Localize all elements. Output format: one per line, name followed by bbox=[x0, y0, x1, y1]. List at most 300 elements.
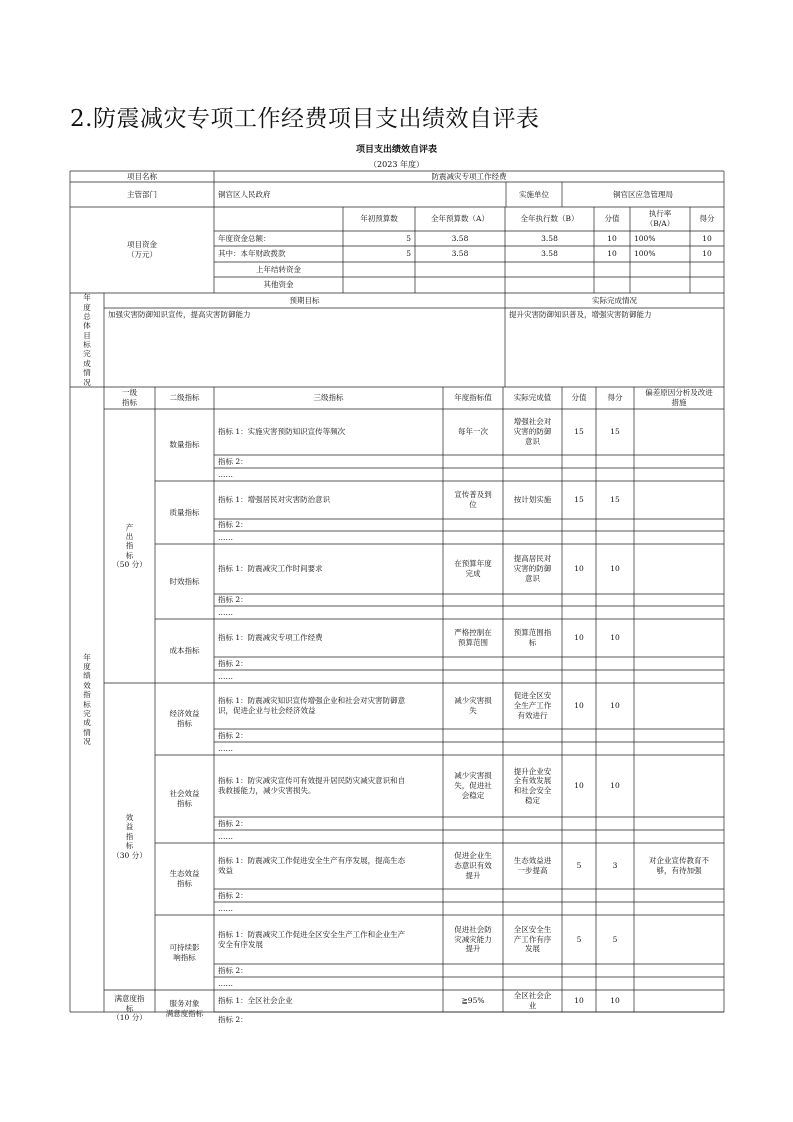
indicator-more-text: …… bbox=[218, 903, 233, 913]
indicator-main-text: 指标 1：防震减灾工作促进安全生产有序发展，提高生态 效益 bbox=[218, 856, 406, 875]
indicators-header-2-text: 三级指标 bbox=[313, 393, 344, 403]
indicator-score bbox=[596, 1012, 634, 1027]
indicator-main-text: 指标 1：防震减灾工作促进全区安全生产工作和企业生产 安全有序发展 bbox=[218, 929, 406, 949]
page-heading: 2.防震减灾专项工作经费项目支出绩效自评表 bbox=[70, 106, 540, 132]
indicator-score-value bbox=[562, 481, 596, 519]
indicator-2 bbox=[214, 889, 443, 902]
indicator-target-text: 每年一次 bbox=[458, 427, 488, 437]
funds-row-label bbox=[214, 262, 343, 277]
funds-score-value bbox=[594, 262, 630, 277]
indicator-2-text: 指标 2： bbox=[218, 890, 248, 900]
level1-indicator bbox=[104, 990, 155, 1027]
indicator-score-value bbox=[562, 531, 596, 544]
dept-value bbox=[214, 182, 506, 207]
indicator-actual bbox=[503, 977, 562, 990]
funds-row-label-text: 上年结转资金 bbox=[256, 264, 301, 274]
indicator-actual-text: 生态效益进 一步提高 bbox=[513, 856, 552, 875]
indicator-reason-text: 对企业宣传教育不 够，有待加强 bbox=[649, 856, 709, 875]
funds-rate-text: 100% bbox=[634, 233, 656, 243]
indicator-more-text: …… bbox=[218, 469, 233, 479]
funds-initial-text: 5 bbox=[406, 233, 411, 243]
indicator-target bbox=[443, 531, 503, 544]
indicator-main-text: 指标 1：全区社会企业 bbox=[218, 996, 293, 1006]
level1-indicator bbox=[104, 409, 155, 683]
indicator-score bbox=[596, 519, 634, 531]
indicator-target bbox=[443, 729, 503, 742]
indicator-score bbox=[596, 544, 634, 594]
funds-exec bbox=[505, 262, 594, 277]
indicator-main bbox=[214, 481, 443, 519]
indicator-actual bbox=[503, 902, 562, 915]
indicator-actual bbox=[503, 409, 562, 455]
indicator-actual-text: 预算范围指 标 bbox=[513, 628, 552, 647]
funds-score bbox=[690, 277, 724, 293]
indicator-score bbox=[596, 964, 634, 977]
indicator-actual bbox=[503, 657, 562, 670]
indicator-actual-text: 提高居民对 灾害的防御 意识 bbox=[513, 554, 552, 583]
indicator-score-value bbox=[562, 683, 596, 729]
funds-score bbox=[690, 231, 724, 246]
funds-label bbox=[70, 207, 214, 293]
indicator-score bbox=[596, 670, 634, 683]
indicators-side-label-text: 年 度 绩 效 指 标 完 成 情 况 bbox=[83, 652, 91, 746]
indicator-score-value bbox=[562, 619, 596, 657]
indicator-more bbox=[214, 742, 443, 755]
indicator-group-name bbox=[155, 544, 214, 619]
funds-header-5-text: 得分 bbox=[699, 214, 715, 224]
indicator-score bbox=[596, 977, 634, 990]
goals-actual-header-text: 实际完成情况 bbox=[592, 295, 637, 305]
indicators-header-7-text: 偏差原因分析及改进 措施 bbox=[645, 388, 713, 407]
indicator-2-text: 指标 2： bbox=[218, 595, 248, 605]
indicator-group-name bbox=[155, 409, 214, 481]
indicator-reason bbox=[634, 843, 724, 889]
indicator-reason bbox=[634, 915, 724, 964]
indicator-more-text: …… bbox=[218, 671, 233, 681]
funds-header-4 bbox=[630, 207, 690, 231]
indicator-target bbox=[443, 977, 503, 990]
indicators-header-3 bbox=[443, 387, 503, 409]
funds-annual bbox=[415, 246, 505, 262]
funds-row-label bbox=[214, 231, 343, 246]
indicator-score bbox=[596, 915, 634, 964]
indicator-more-text: …… bbox=[218, 978, 233, 988]
impl-value bbox=[562, 182, 724, 207]
indicator-target-text: 减少灾害损 失 bbox=[454, 696, 492, 715]
funds-row-label bbox=[214, 277, 343, 293]
level1-indicator-text: 效 益 指 标 （30 分） bbox=[112, 813, 147, 860]
funds-annual bbox=[415, 231, 505, 246]
goals-actual-text: 提升灾害防御知识普及，增强灾害防御能力 bbox=[509, 310, 652, 319]
indicator-actual-text: 提升企业安 全有效发展 和社会安全 稳定 bbox=[513, 766, 552, 805]
funds-exec bbox=[505, 277, 594, 293]
indicator-score bbox=[596, 619, 634, 657]
indicator-target bbox=[443, 964, 503, 977]
indicator-score bbox=[596, 683, 634, 729]
indicator-target bbox=[443, 594, 503, 606]
indicator-2 bbox=[214, 657, 443, 670]
funds-exec bbox=[505, 246, 594, 262]
indicator-actual bbox=[503, 683, 562, 729]
indicator-main-text: 指标 1：防灾减灾宣传可有效提升居民防灾减灾意识和自 我救援能力，减少灾害损失。 bbox=[218, 776, 406, 795]
dept-label-text: 主管部门 bbox=[127, 189, 157, 199]
indicator-actual bbox=[503, 455, 562, 468]
indicator-main bbox=[214, 915, 443, 964]
indicator-actual bbox=[503, 830, 562, 843]
project-name-label bbox=[70, 171, 214, 182]
indicators-header-0-text: 一级 指标 bbox=[122, 388, 137, 407]
funds-header-2-text: 全年执行数（B） bbox=[520, 214, 579, 224]
indicator-actual bbox=[503, 468, 562, 481]
funds-row-label bbox=[214, 246, 343, 262]
indicator-more bbox=[214, 830, 443, 843]
table-year: （2023 年度） bbox=[369, 160, 424, 169]
indicator-more bbox=[214, 468, 443, 481]
funds-score-value bbox=[594, 277, 630, 293]
funds-score bbox=[690, 262, 724, 277]
indicator-reason bbox=[634, 657, 724, 670]
indicator-score-value-text: 10 bbox=[574, 781, 584, 791]
goals-actual-header bbox=[505, 293, 724, 308]
indicator-group-name bbox=[155, 481, 214, 544]
indicators-header-3-text: 年度指标值 bbox=[454, 393, 492, 403]
indicator-score bbox=[596, 843, 634, 889]
indicator-reason bbox=[634, 755, 724, 817]
indicator-score-value-text: 10 bbox=[574, 564, 584, 574]
indicator-score-value bbox=[562, 830, 596, 843]
indicator-actual bbox=[503, 742, 562, 755]
indicator-score-value bbox=[562, 755, 596, 817]
indicator-score bbox=[596, 606, 634, 619]
indicator-target bbox=[443, 519, 503, 531]
indicator-main-text: 指标 1：增强居民对灾害防治意识 bbox=[218, 495, 331, 505]
indicator-main bbox=[214, 683, 443, 729]
funds-initial-text: 5 bbox=[406, 249, 411, 259]
funds-header-3-text: 分值 bbox=[604, 214, 620, 224]
indicators-header-5-text: 分值 bbox=[571, 393, 587, 403]
indicator-group-name-text: 社会效益 指标 bbox=[169, 789, 200, 808]
indicators-header-2 bbox=[214, 387, 443, 409]
indicator-more bbox=[214, 606, 443, 619]
indicator-score bbox=[596, 455, 634, 468]
funds-row-label-text: 其他资金 bbox=[263, 280, 294, 290]
indicator-reason bbox=[634, 817, 724, 830]
indicator-score-text: 5 bbox=[612, 934, 618, 944]
indicators-header-6-text: 得分 bbox=[607, 393, 623, 403]
indicator-score-value bbox=[562, 990, 596, 1012]
indicator-score-value bbox=[562, 843, 596, 889]
indicators-header-0 bbox=[104, 387, 155, 409]
indicator-actual bbox=[503, 729, 562, 742]
indicator-main-text: 指标 1：防震减灾知识宣传增强企业和社会对灾害防御意 识，促进企业与社会经济效益 bbox=[218, 696, 406, 715]
indicator-group-name-text: 可持续影 响指标 bbox=[169, 942, 200, 962]
indicator-score bbox=[596, 531, 634, 544]
indicator-target bbox=[443, 742, 503, 755]
indicator-target bbox=[443, 915, 503, 964]
indicator-target bbox=[443, 455, 503, 468]
indicator-group-name bbox=[155, 843, 214, 915]
funds-score-value bbox=[594, 246, 630, 262]
indicator-actual bbox=[503, 481, 562, 519]
indicator-group-name bbox=[155, 683, 214, 755]
indicator-score-value-text: 5 bbox=[576, 861, 582, 871]
goals-label-text: 年 度 总 体 目 标 完 成 情 况 bbox=[83, 293, 91, 387]
indicator-actual bbox=[503, 755, 562, 817]
indicator-main-text: 指标 1：实施灾害预防知识宣传等频次 bbox=[218, 427, 346, 437]
funds-annual-text: 3.58 bbox=[451, 249, 469, 259]
indicator-actual bbox=[503, 544, 562, 594]
indicator-actual bbox=[503, 619, 562, 657]
indicator-main-text: 指标 1：防震减灾专项工作经费 bbox=[218, 633, 323, 643]
indicator-group-name bbox=[155, 990, 214, 1027]
indicator-score-value-text: 10 bbox=[574, 701, 584, 711]
indicator-target-text: 严格控制在 预算范围 bbox=[454, 628, 492, 647]
indicator-more bbox=[214, 531, 443, 544]
funds-exec-text: 3.58 bbox=[541, 249, 558, 259]
indicator-score bbox=[596, 990, 634, 1012]
indicator-reason bbox=[634, 519, 724, 531]
indicator-target-text: 宣传普及到 位 bbox=[454, 490, 492, 509]
indicators-header-6 bbox=[596, 387, 634, 409]
funds-annual bbox=[415, 262, 505, 277]
funds-rate-text: 100% bbox=[634, 249, 656, 259]
indicator-score-value bbox=[562, 519, 596, 531]
indicator-reason bbox=[634, 729, 724, 742]
indicators-header-5 bbox=[562, 387, 596, 409]
indicator-score bbox=[596, 902, 634, 915]
funds-header-3 bbox=[594, 207, 630, 231]
indicator-target bbox=[443, 990, 503, 1012]
indicator-2 bbox=[214, 817, 443, 830]
indicator-score bbox=[596, 817, 634, 830]
indicator-target-text: 促进企业生 态意识有效 提升 bbox=[454, 851, 492, 880]
indicator-target bbox=[443, 544, 503, 594]
indicator-score-text: 3 bbox=[612, 861, 618, 871]
indicator-actual-text: 促进全区安 全生产工作 有效进行 bbox=[513, 691, 552, 720]
indicator-reason bbox=[634, 468, 724, 481]
goals-expected-header-text: 预期目标 bbox=[289, 295, 320, 305]
indicator-reason bbox=[634, 902, 724, 915]
indicator-main bbox=[214, 755, 443, 817]
indicator-group-name bbox=[155, 915, 214, 990]
indicator-main bbox=[214, 544, 443, 594]
indicator-actual-text: 全区社会企 业 bbox=[513, 991, 552, 1010]
funds-score bbox=[690, 246, 724, 262]
indicator-score bbox=[596, 468, 634, 481]
project-name-label-text: 项目名称 bbox=[127, 171, 157, 181]
impl-value-text: 铜官区应急管理局 bbox=[613, 189, 673, 199]
indicator-score-value bbox=[562, 729, 596, 742]
indicator-score bbox=[596, 594, 634, 606]
indicator-reason bbox=[634, 889, 724, 902]
indicator-reason bbox=[634, 670, 724, 683]
indicator-2 bbox=[214, 519, 443, 531]
indicators-side-label bbox=[70, 387, 104, 1012]
indicator-score-value bbox=[562, 902, 596, 915]
indicator-reason bbox=[634, 544, 724, 594]
indicator-reason bbox=[634, 606, 724, 619]
funds-annual bbox=[415, 277, 505, 293]
indicator-group-name bbox=[155, 755, 214, 843]
indicator-score-text: 10 bbox=[610, 996, 620, 1006]
indicator-main bbox=[214, 619, 443, 657]
indicator-group-name-text: 成本指标 bbox=[169, 646, 200, 656]
indicators-header-4-text: 实际完成值 bbox=[513, 393, 552, 403]
indicator-reason bbox=[634, 531, 724, 544]
funds-header-4-text: 执行率 （B/A） bbox=[645, 209, 675, 228]
indicator-actual bbox=[503, 915, 562, 964]
funds-row-label-text: 年度资金总额： bbox=[218, 233, 271, 243]
indicator-group-name-text: 生态效益 指标 bbox=[169, 869, 200, 888]
indicator-score bbox=[596, 657, 634, 670]
indicator-score bbox=[596, 755, 634, 817]
indicator-score-value-text: 10 bbox=[574, 996, 584, 1006]
indicator-actual bbox=[503, 889, 562, 902]
indicator-2-text: 指标 2： bbox=[218, 730, 248, 740]
indicator-actual-text: 全区安全生 产工作有序 发展 bbox=[513, 924, 552, 954]
indicator-target bbox=[443, 1012, 503, 1027]
indicator-score-value-text: 15 bbox=[574, 427, 584, 437]
indicator-reason bbox=[634, 619, 724, 657]
indicator-group-name-text: 服务对象 满意度指标 bbox=[165, 998, 204, 1018]
indicator-score-value-text: 5 bbox=[576, 934, 582, 944]
indicator-target-text: 在预算年度 完成 bbox=[454, 559, 492, 578]
indicator-score-value-text: 10 bbox=[574, 633, 584, 643]
indicator-more bbox=[214, 902, 443, 915]
funds-header-2 bbox=[505, 207, 594, 231]
indicator-target bbox=[443, 409, 503, 455]
indicator-score-text: 10 bbox=[610, 633, 620, 643]
level1-indicator bbox=[104, 683, 155, 990]
goals-actual bbox=[505, 308, 724, 387]
indicator-score-value bbox=[562, 468, 596, 481]
indicator-target bbox=[443, 817, 503, 830]
funds-rate bbox=[630, 246, 690, 262]
indicator-2-text: 指标 2： bbox=[218, 1014, 248, 1024]
indicator-target bbox=[443, 481, 503, 519]
goals-expected-header bbox=[104, 293, 505, 308]
indicator-score-text: 15 bbox=[610, 495, 620, 505]
indicator-target-text: 减少灾害损 失，促进社 会稳定 bbox=[454, 771, 492, 800]
indicator-reason bbox=[634, 977, 724, 990]
indicator-target bbox=[443, 755, 503, 817]
indicator-actual-text: 按计划实施 bbox=[513, 495, 552, 505]
indicator-actual bbox=[503, 1012, 562, 1027]
indicator-actual bbox=[503, 531, 562, 544]
indicator-target bbox=[443, 670, 503, 683]
indicator-2-text: 指标 2： bbox=[218, 965, 248, 975]
project-name-value bbox=[214, 171, 724, 182]
indicator-score-value bbox=[562, 657, 596, 670]
funds-header-0-text: 年初预算数 bbox=[360, 214, 398, 224]
indicator-score bbox=[596, 889, 634, 902]
indicator-score bbox=[596, 729, 634, 742]
funds-header-1-text: 全年预算数（A） bbox=[431, 214, 489, 224]
indicator-reason bbox=[634, 683, 724, 729]
indicator-score-text: 10 bbox=[610, 701, 620, 711]
funds-score-text: 10 bbox=[702, 233, 712, 243]
funds-initial bbox=[343, 262, 415, 277]
indicator-2-text: 指标 2： bbox=[218, 818, 248, 828]
funds-annual-text: 3.58 bbox=[451, 233, 469, 243]
indicator-actual bbox=[503, 670, 562, 683]
indicator-target bbox=[443, 843, 503, 889]
indicator-actual bbox=[503, 990, 562, 1012]
indicator-score bbox=[596, 830, 634, 843]
indicator-reason bbox=[634, 1012, 724, 1027]
table-title: 项目支出绩效自评表 bbox=[355, 145, 437, 155]
indicator-target bbox=[443, 619, 503, 657]
indicator-score-value bbox=[562, 670, 596, 683]
indicator-actual-text: 增强社会对 灾害的防御 意识 bbox=[513, 417, 552, 446]
goals-expected bbox=[104, 308, 505, 387]
indicator-main bbox=[214, 409, 443, 455]
indicator-main-text: 指标 1：防震减灾工作时间要求 bbox=[218, 564, 323, 574]
indicator-score bbox=[596, 742, 634, 755]
indicator-score-value bbox=[562, 817, 596, 830]
indicator-score-value bbox=[562, 409, 596, 455]
indicator-group-name-text: 时效指标 bbox=[169, 576, 200, 586]
indicator-score-text: 10 bbox=[610, 564, 620, 574]
funds-header-1 bbox=[415, 207, 505, 231]
indicator-score bbox=[596, 409, 634, 455]
funds-rate bbox=[630, 277, 690, 293]
indicator-2-text: 指标 2： bbox=[218, 520, 248, 530]
indicator-score-text: 10 bbox=[610, 781, 620, 791]
indicator-reason bbox=[634, 964, 724, 977]
indicator-reason bbox=[634, 481, 724, 519]
indicator-target bbox=[443, 830, 503, 843]
indicator-target-text: 促进社会防 灾减灾能力 提升 bbox=[454, 924, 492, 954]
indicator-score-value bbox=[562, 594, 596, 606]
indicator-score-text: 15 bbox=[610, 427, 620, 437]
funds-exec-text: 3.58 bbox=[541, 233, 558, 243]
indicator-score-value bbox=[562, 742, 596, 755]
indicator-more bbox=[214, 977, 443, 990]
indicators-header-1-text: 二级指标 bbox=[169, 393, 200, 403]
indicator-target bbox=[443, 657, 503, 670]
dept-value-text: 铜官区人民政府 bbox=[218, 189, 271, 199]
indicator-target-text: ≧95% bbox=[461, 996, 485, 1006]
indicator-reason bbox=[634, 455, 724, 468]
funds-score-value bbox=[594, 231, 630, 246]
indicator-target bbox=[443, 606, 503, 619]
funds-score-value-text: 10 bbox=[607, 233, 617, 243]
indicator-score bbox=[596, 481, 634, 519]
level1-indicator-text: 满意度指 标 （10 分） bbox=[112, 994, 147, 1023]
indicator-actual bbox=[503, 843, 562, 889]
indicator-reason bbox=[634, 409, 724, 455]
indicator-more-text: …… bbox=[218, 532, 233, 542]
indicator-group-name-text: 经济效益 指标 bbox=[169, 709, 200, 728]
indicator-actual bbox=[503, 964, 562, 977]
indicator-2 bbox=[214, 964, 443, 977]
indicators-header-7 bbox=[634, 387, 724, 409]
funds-exec bbox=[505, 231, 594, 246]
indicator-score-value bbox=[562, 977, 596, 990]
impl-label-text: 实施单位 bbox=[519, 189, 549, 199]
indicator-2-text: 指标 2： bbox=[218, 456, 248, 466]
indicator-reason bbox=[634, 990, 724, 1012]
indicator-score-value bbox=[562, 889, 596, 902]
indicator-group-name-text: 质量指标 bbox=[169, 507, 200, 517]
goals-label bbox=[70, 293, 104, 387]
indicator-score-value bbox=[562, 606, 596, 619]
indicator-score-value-text: 15 bbox=[574, 495, 584, 505]
funds-initial bbox=[343, 277, 415, 293]
indicator-score-value bbox=[562, 1012, 596, 1027]
indicator-actual bbox=[503, 519, 562, 531]
